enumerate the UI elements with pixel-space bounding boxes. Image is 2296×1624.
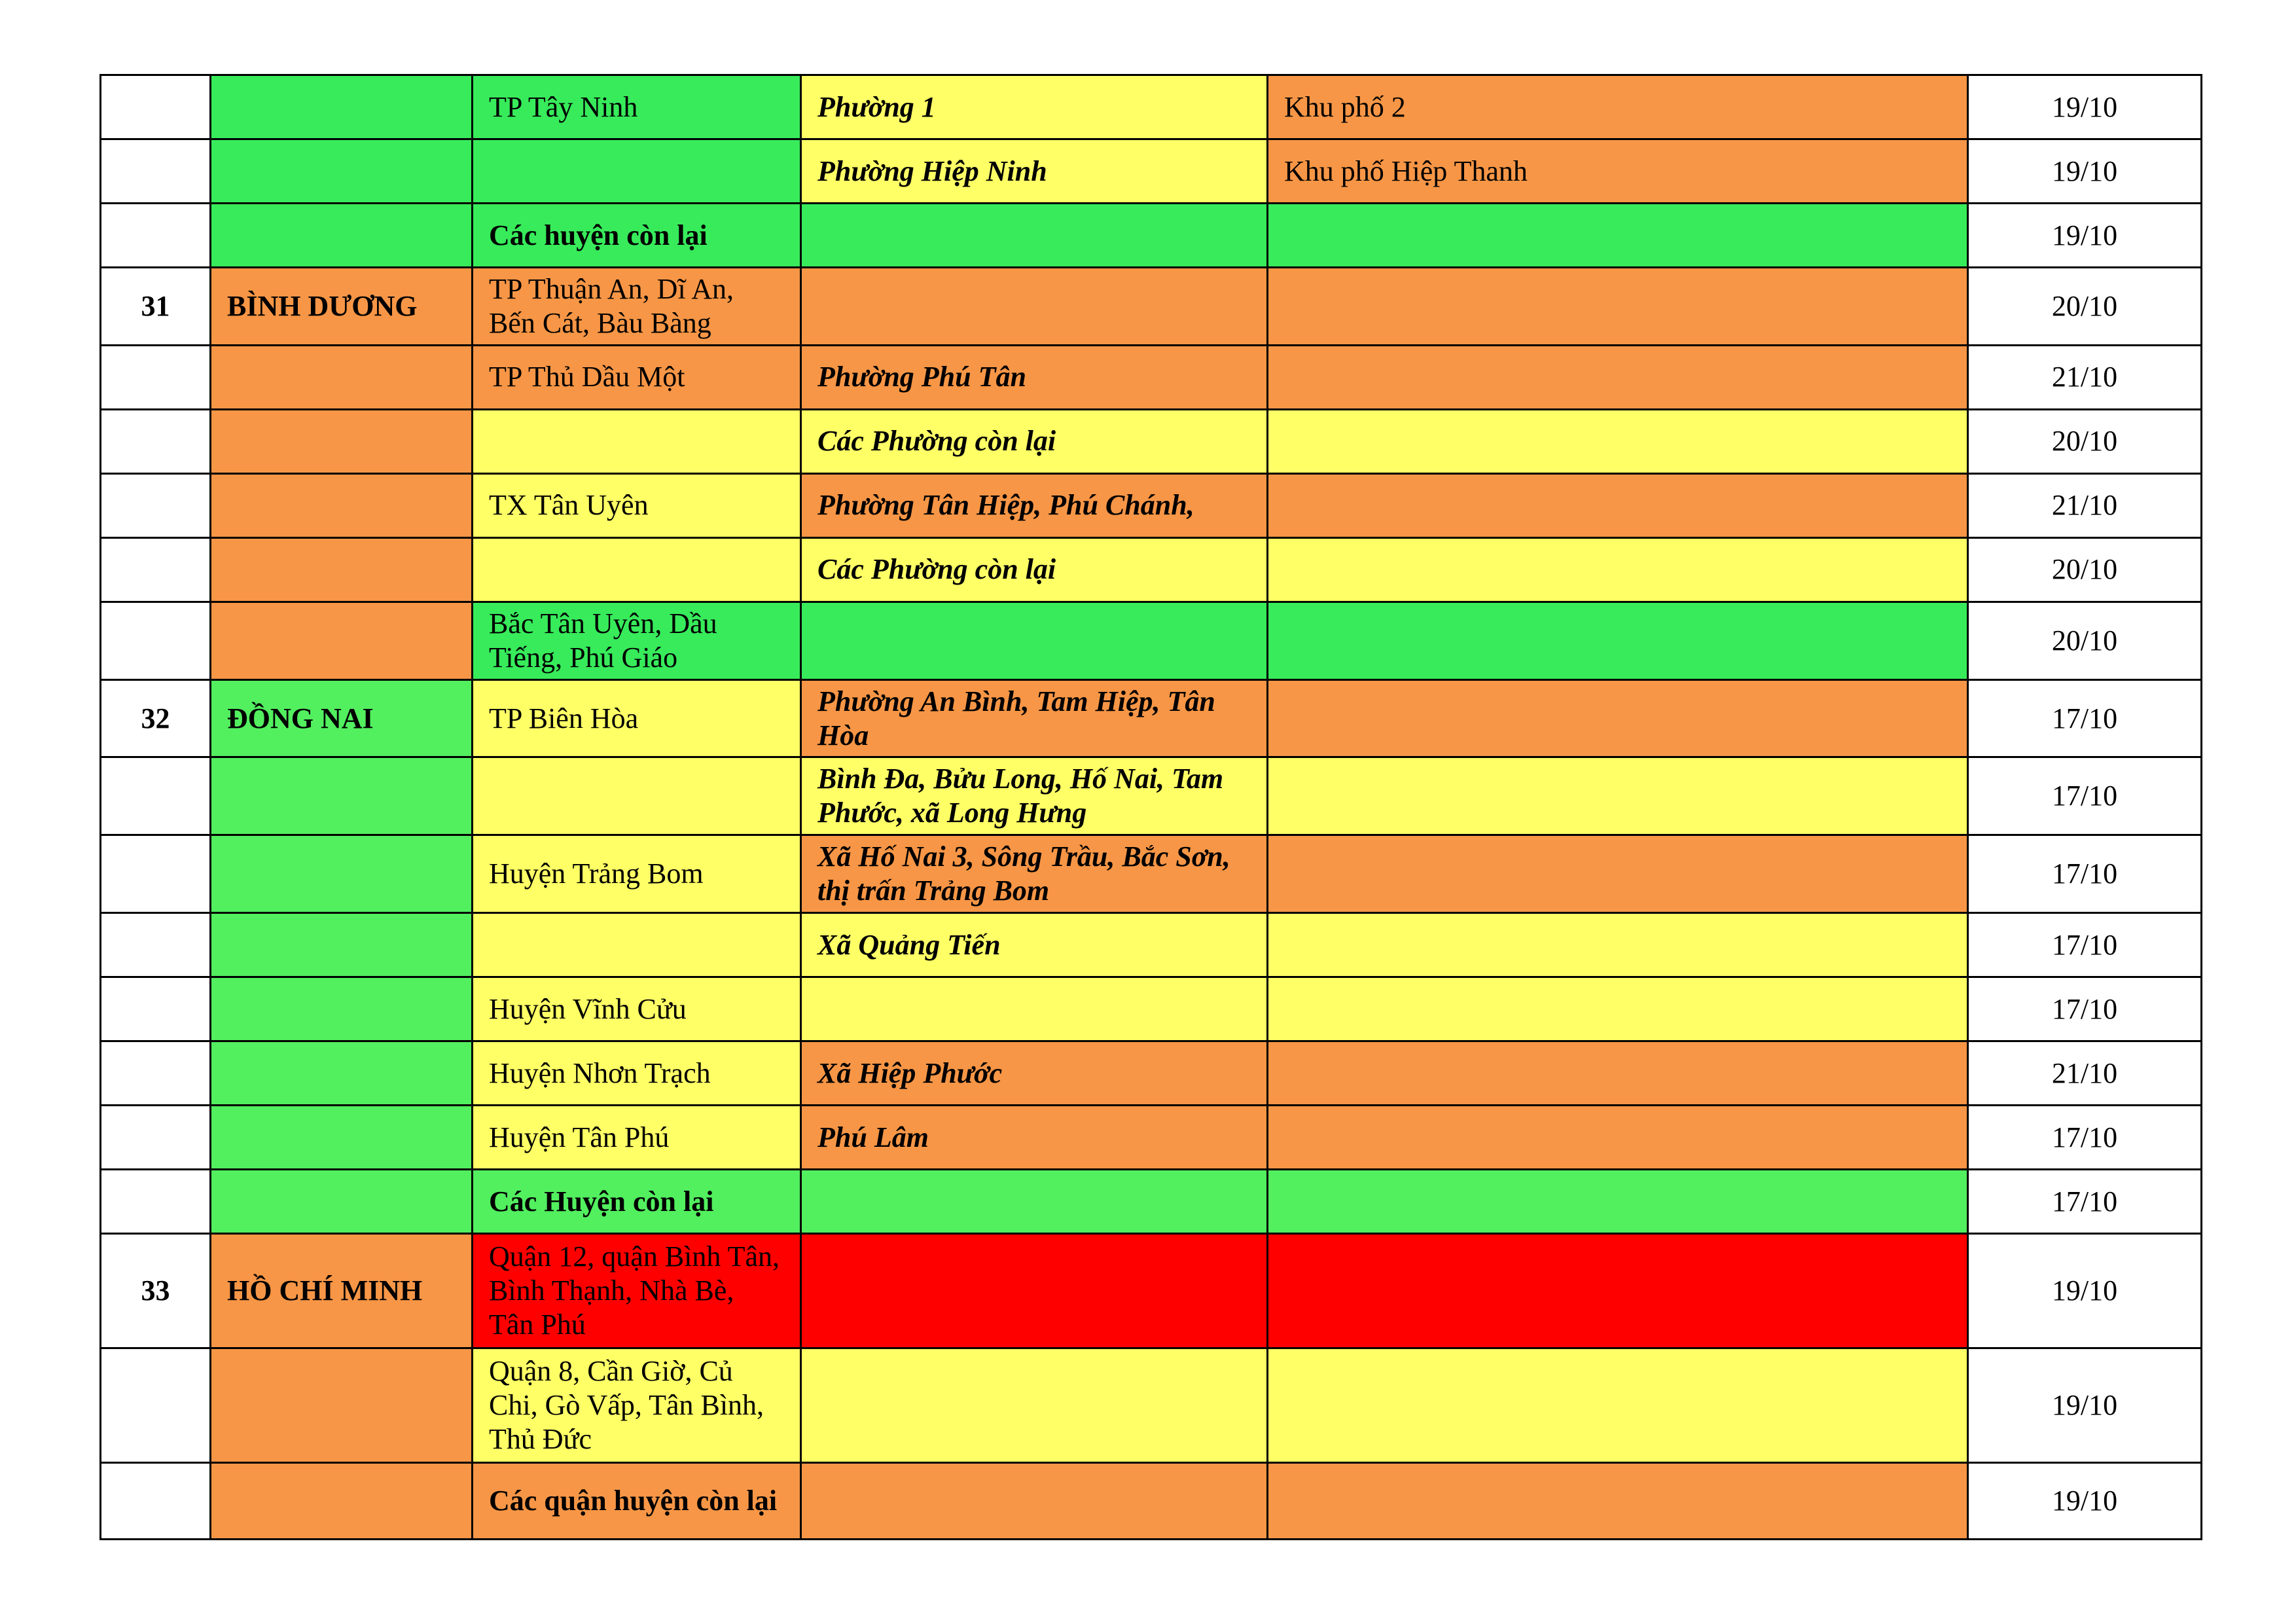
province-cell bbox=[211, 977, 473, 1041]
table-row bbox=[101, 537, 2202, 602]
commune-cell bbox=[801, 1348, 1268, 1463]
hamlet-cell bbox=[1268, 409, 1968, 473]
province-cell bbox=[211, 409, 473, 473]
province-cell bbox=[211, 1170, 473, 1234]
commune-cell: Phường Tân Hiệp, Phú Chánh, bbox=[801, 473, 1268, 537]
hamlet-cell bbox=[1268, 1234, 1968, 1348]
district-cell: Bắc Tân Uyên, Dầu Tiếng, Phú Giáo bbox=[473, 602, 801, 679]
date-cell: 20/10 bbox=[1968, 537, 2202, 602]
district-cell: Huyện Tân Phú bbox=[473, 1106, 801, 1170]
stt-cell bbox=[101, 602, 211, 679]
hamlet-cell bbox=[1268, 913, 1968, 977]
date-cell: 17/10 bbox=[1968, 835, 2202, 913]
stt-cell bbox=[101, 913, 211, 977]
stt-cell: 31 bbox=[101, 268, 211, 346]
date-cell: 19/10 bbox=[1968, 139, 2202, 204]
province-cell bbox=[211, 345, 473, 409]
date-cell: 17/10 bbox=[1968, 913, 2202, 977]
province-cell bbox=[211, 1348, 473, 1463]
date-cell: 17/10 bbox=[1968, 1106, 2202, 1170]
commune-cell: Các Phường còn lại bbox=[801, 409, 1268, 473]
province-cell bbox=[211, 757, 473, 835]
district-cell bbox=[473, 537, 801, 602]
date-cell: 19/10 bbox=[1968, 1463, 2202, 1540]
commune-cell: Phường 1 bbox=[801, 75, 1268, 139]
hamlet-cell bbox=[1268, 1041, 1968, 1106]
hamlet-cell bbox=[1268, 602, 1968, 679]
table-row bbox=[101, 757, 2202, 835]
stt-cell: 32 bbox=[101, 679, 211, 757]
commune-cell bbox=[801, 1463, 1268, 1540]
date-cell: 20/10 bbox=[1968, 602, 2202, 679]
table-row bbox=[101, 409, 2202, 473]
date-cell: 17/10 bbox=[1968, 1170, 2202, 1234]
district-cell: TP Biên Hòa bbox=[473, 679, 801, 757]
district-cell: Huyện Nhơn Trạch bbox=[473, 1041, 801, 1106]
hamlet-cell: Khu phố 2 bbox=[1268, 75, 1968, 139]
table-row bbox=[101, 1348, 2202, 1463]
stt-cell: 33 bbox=[101, 1234, 211, 1348]
province-cell bbox=[211, 1106, 473, 1170]
commune-cell bbox=[801, 1170, 1268, 1234]
hamlet-cell bbox=[1268, 1170, 1968, 1234]
hamlet-cell bbox=[1268, 1348, 1968, 1463]
province-cell bbox=[211, 835, 473, 913]
table-row bbox=[101, 1463, 2202, 1540]
hamlet-cell bbox=[1268, 835, 1968, 913]
district-cell bbox=[473, 409, 801, 473]
district-cell: Các Huyện còn lại bbox=[473, 1170, 801, 1234]
commune-cell: Xã Hố Nai 3, Sông Trầu, Bắc Sơn, thị trấn Trảng Bom bbox=[801, 835, 1268, 913]
stt-cell bbox=[101, 1170, 211, 1234]
table-row bbox=[101, 835, 2202, 913]
province-cell bbox=[211, 204, 473, 268]
table-row bbox=[101, 1170, 2202, 1234]
stt-cell bbox=[101, 537, 211, 602]
province-cell bbox=[211, 75, 473, 139]
date-cell: 21/10 bbox=[1968, 345, 2202, 409]
commune-cell: Phường Hiệp Ninh bbox=[801, 139, 1268, 204]
province-cell bbox=[211, 1041, 473, 1106]
hamlet-cell bbox=[1268, 473, 1968, 537]
district-cell bbox=[473, 757, 801, 835]
stt-cell bbox=[101, 75, 211, 139]
province-cell bbox=[211, 1463, 473, 1540]
commune-cell: Phường Phú Tân bbox=[801, 345, 1268, 409]
date-cell: 20/10 bbox=[1968, 409, 2202, 473]
province-cell: HỒ CHÍ MINH bbox=[211, 1234, 473, 1348]
table-row bbox=[101, 1234, 2202, 1348]
commune-cell bbox=[801, 602, 1268, 679]
table-row bbox=[101, 913, 2202, 977]
date-cell: 17/10 bbox=[1968, 679, 2202, 757]
hamlet-cell bbox=[1268, 345, 1968, 409]
district-cell bbox=[473, 139, 801, 204]
hamlet-cell bbox=[1268, 204, 1968, 268]
province-cell bbox=[211, 139, 473, 204]
district-cell: Huyện Vĩnh Cửu bbox=[473, 977, 801, 1041]
table-row bbox=[101, 75, 2202, 139]
commune-cell bbox=[801, 977, 1268, 1041]
commune-cell: Phú Lâm bbox=[801, 1106, 1268, 1170]
district-cell: Các huyện còn lại bbox=[473, 204, 801, 268]
table-row bbox=[101, 345, 2202, 409]
stt-cell bbox=[101, 345, 211, 409]
province-cell bbox=[211, 537, 473, 602]
province-cell: BÌNH DƯƠNG bbox=[211, 268, 473, 346]
province-cell bbox=[211, 602, 473, 679]
stt-cell bbox=[101, 409, 211, 473]
stt-cell bbox=[101, 139, 211, 204]
stt-cell bbox=[101, 835, 211, 913]
table-row bbox=[101, 268, 2202, 346]
commune-cell: Các Phường còn lại bbox=[801, 537, 1268, 602]
date-cell: 21/10 bbox=[1968, 1041, 2202, 1106]
table-row bbox=[101, 679, 2202, 757]
hamlet-cell bbox=[1268, 977, 1968, 1041]
district-cell: Quận 8, Cần Giờ, Củ Chi, Gò Vấp, Tân Bình, Thủ Đức bbox=[473, 1348, 801, 1463]
date-cell: 21/10 bbox=[1968, 473, 2202, 537]
commune-cell bbox=[801, 204, 1268, 268]
date-cell: 19/10 bbox=[1968, 1234, 2202, 1348]
stt-cell bbox=[101, 1463, 211, 1540]
district-cell: TP Tây Ninh bbox=[473, 75, 801, 139]
hamlet-cell bbox=[1268, 679, 1968, 757]
commune-cell: Phường An Bình, Tam Hiệp, Tân Hòa bbox=[801, 679, 1268, 757]
province-cell bbox=[211, 913, 473, 977]
table-row bbox=[101, 473, 2202, 537]
document-page bbox=[99, 74, 2202, 1540]
district-cell: Huyện Trảng Bom bbox=[473, 835, 801, 913]
district-cell: TP Thủ Dầu Một bbox=[473, 345, 801, 409]
table-row bbox=[101, 1106, 2202, 1170]
table-row bbox=[101, 977, 2202, 1041]
hamlet-cell bbox=[1268, 757, 1968, 835]
stt-cell bbox=[101, 204, 211, 268]
province-cell: ĐỒNG NAI bbox=[211, 679, 473, 757]
stt-cell bbox=[101, 1348, 211, 1463]
district-cell: Các quận huyện còn lại bbox=[473, 1463, 801, 1540]
table-row bbox=[101, 602, 2202, 679]
hamlet-cell: Khu phố Hiệp Thanh bbox=[1268, 139, 1968, 204]
province-cell bbox=[211, 473, 473, 537]
district-cell bbox=[473, 913, 801, 977]
date-cell: 19/10 bbox=[1968, 1348, 2202, 1463]
district-cell: TX Tân Uyên bbox=[473, 473, 801, 537]
commune-cell bbox=[801, 1234, 1268, 1348]
district-cell: TP Thuận An, Dĩ An, Bến Cát, Bàu Bàng bbox=[473, 268, 801, 346]
stt-cell bbox=[101, 473, 211, 537]
date-cell: 20/10 bbox=[1968, 268, 2202, 346]
commune-cell: Xã Quảng Tiến bbox=[801, 913, 1268, 977]
district-cell: Quận 12, quận Bình Tân, Bình Thạnh, Nhà Bè, Tân Phú bbox=[473, 1234, 801, 1348]
stt-cell bbox=[101, 1041, 211, 1106]
table-row bbox=[101, 1041, 2202, 1106]
table-row bbox=[101, 204, 2202, 268]
commune-cell: Bình Đa, Bửu Long, Hố Nai, Tam Phước, xã Long Hưng bbox=[801, 757, 1268, 835]
date-cell: 17/10 bbox=[1968, 757, 2202, 835]
date-cell: 19/10 bbox=[1968, 204, 2202, 268]
date-cell: 17/10 bbox=[1968, 977, 2202, 1041]
covid-level-table bbox=[99, 74, 2202, 1540]
hamlet-cell bbox=[1268, 1106, 1968, 1170]
hamlet-cell bbox=[1268, 268, 1968, 346]
stt-cell bbox=[101, 757, 211, 835]
hamlet-cell bbox=[1268, 1463, 1968, 1540]
stt-cell bbox=[101, 1106, 211, 1170]
commune-cell: Xã Hiệp Phước bbox=[801, 1041, 1268, 1106]
date-cell: 19/10 bbox=[1968, 75, 2202, 139]
table-row bbox=[101, 139, 2202, 204]
commune-cell bbox=[801, 268, 1268, 346]
hamlet-cell bbox=[1268, 537, 1968, 602]
stt-cell bbox=[101, 977, 211, 1041]
